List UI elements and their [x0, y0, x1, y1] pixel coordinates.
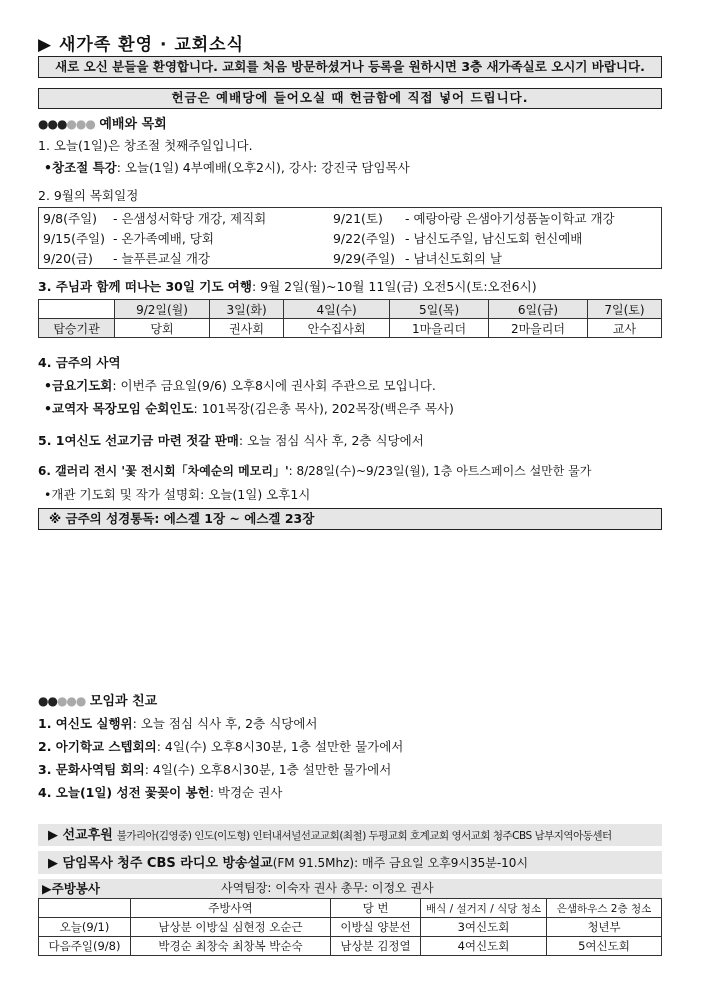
mission-support-bar: [38, 824, 662, 846]
fellowship-item-rest: : 4일(수) 오후8시30분, 1층 설만한 물가에서: [144, 762, 392, 777]
fellowship-item-rest: : 박경순 권사: [209, 785, 283, 800]
fellowship-item: [38, 760, 391, 778]
kitchen-cell: 남상분 이방실 심현정 오순근: [131, 918, 331, 937]
schedule-left-date: 9/20(금): [43, 251, 93, 266]
item4-main: 4. 금주의 사역: [38, 355, 121, 370]
schedule-row: [39, 248, 662, 269]
schedule-left-date: 9/15(주일): [43, 231, 105, 246]
schedule-row: [39, 208, 662, 229]
prayer-day: 5일(목): [390, 300, 489, 319]
bible-reading-box: ※ 금주의 성경통독: 에스겔 1장 ~ 에스겔 23장: [38, 508, 662, 530]
kitchen-cell: 박경순 최창숙 최창복 박순숙: [131, 937, 331, 956]
prayer-org: 1마을리더: [390, 319, 489, 338]
item1-sub-text: : 오늘(1일) 4부예배(오후2시), 강사: 강진국 담임목사: [116, 160, 410, 175]
fellowship-item-rest: : 오늘 점심 식사 후, 2층 식당에서: [132, 716, 318, 731]
schedule-right-date: 9/22(주일): [332, 231, 395, 246]
prayer-org-row: [39, 319, 662, 338]
page-title: ▶ 새가족 환영 · 교회소식: [38, 35, 245, 55]
prayer-day: 6일(금): [489, 300, 588, 319]
item5-rest: : 오늘 점심 식사 후, 2층 식당에서: [238, 433, 424, 448]
prayer-table: [38, 299, 662, 338]
radio-label: ▶ 담임목사 청주 CBS 라디오 방송설교: [48, 856, 273, 871]
item3-bold: 3. 주님과 함께 떠나는 30일 기도 여행: [38, 279, 252, 294]
schedule-left-date: 9/8(주일): [43, 211, 98, 226]
item2-main: 2. 9월의 목회일정: [38, 188, 139, 203]
fellowship-item: [38, 783, 282, 801]
fellowship-item-rest: : 4일(수) 오후8시30분, 1층 설만한 물가에서: [156, 739, 404, 754]
kitchen-cell: 4여신도회: [421, 937, 547, 956]
kitchen-cell: 청년부: [547, 918, 662, 937]
welcome-box: 새로 오신 분들을 환영합니다. 교회를 처음 방문하셨거나 등록을 원하시면 3층 새가족실로 오시기 바랍니다.: [38, 56, 662, 78]
schedule-right-text: - 예랑아랑 은샘아기성품놀이학교 개강: [404, 211, 615, 226]
item5-bold: 5. 1여신도 선교기금 마련 젓갈 판매: [38, 433, 239, 448]
prayer-header-row: [39, 300, 662, 319]
prayer-org: 교사: [587, 319, 661, 338]
item6-sub: •개관 기도회 및 작가 설명회: 오늘(1일) 오후1시: [44, 487, 311, 502]
item4-sub1-label: •금요기도회: [44, 378, 113, 393]
kitchen-header-cell: [39, 899, 131, 918]
fellowship-item-bold: 4. 오늘(1일) 성전 꽃꽂이 봉헌: [38, 785, 210, 800]
kitchen-cell: 다음주일(9/8): [39, 937, 131, 956]
prayer-org: 권사회: [210, 319, 284, 338]
item4-sub2: [44, 399, 454, 417]
fellowship-heading-text: 모임과 친교: [89, 694, 158, 709]
item1-main: 1. 오늘(1일)은 창조절 첫째주일입니다.: [38, 138, 253, 153]
schedule-table: [38, 207, 662, 269]
kitchen-cell: 3여신도회: [421, 918, 547, 937]
item4-sub2-label: •교역자 목장모임 순회인도: [44, 401, 194, 416]
schedule-left-text: - 늘푸른교실 개강: [112, 251, 210, 266]
prayer-row-label: 탑승기관: [39, 319, 115, 338]
item5: [38, 431, 424, 449]
radio-text: : 매주 금요일 오후9시35분-10시: [354, 856, 529, 870]
schedule-right-date: 9/21(토): [332, 211, 383, 226]
item3: [38, 277, 537, 295]
item4-sub1: [44, 376, 436, 394]
kitchen-header-row: [39, 899, 662, 918]
kitchen-cell: 오늘(9/1): [39, 918, 131, 937]
kitchen-header-cell: 주방사역: [131, 899, 331, 918]
fellowship-item-bold: 2. 아기학교 스텝회의: [38, 739, 157, 754]
item4-sub1-text: : 이번주 금요일(9/6) 오후8시에 권사회 주관으로 모입니다.: [112, 378, 436, 393]
worship-heading-text: 예배와 목회: [99, 117, 167, 132]
kitchen-row: [39, 937, 662, 956]
prayer-org: 2마을리더: [489, 319, 588, 338]
mission-text: 불가리아(김영중) 인도(이도형) 인터내셔널선교교회(최철) 두평교회 호계교회 영서교회 청주CBS 남부지역아동센터: [116, 830, 612, 842]
kitchen-row: [39, 918, 662, 937]
prayer-day: 4일(수): [284, 300, 390, 319]
kitchen-leaders: 사역팀장: 이숙자 권사 총무: 이정오 권사: [221, 881, 434, 895]
kitchen-cell: 5여신도회: [547, 937, 662, 956]
item6: [38, 462, 591, 479]
dots-icon: ●●●●●: [38, 694, 86, 708]
fellowship-heading: [38, 690, 157, 709]
prayer-org: 안수집사회: [284, 319, 390, 338]
kitchen-cell: 이방실 양분선: [331, 918, 421, 937]
worship-heading: [38, 113, 167, 132]
schedule-left-text: - 온가족예배, 당회: [112, 231, 214, 246]
schedule-row: [39, 228, 662, 248]
prayer-day: 7일(토): [587, 300, 661, 319]
fellowship-item: [38, 714, 318, 732]
kitchen-cell: 남상분 김정열: [331, 937, 421, 956]
schedule-right-date: 9/29(주일): [332, 251, 395, 266]
schedule-left-text: - 은샘성서학당 개강, 제직회: [112, 211, 267, 226]
fellowship-item-bold: 3. 문화사역팀 회의: [38, 762, 145, 777]
prayer-day: 3일(화): [210, 300, 284, 319]
mission-label: ▶ 선교후원: [48, 828, 113, 843]
kitchen-table: [38, 898, 662, 956]
item6-rest: : 8/28일(수)~9/23일(월), 1층 아트스페이스 설만한 물가: [288, 464, 592, 478]
prayer-corner-cell: [39, 300, 115, 319]
schedule-right-text: - 남녀신도회의 날: [404, 251, 502, 266]
kitchen-header-cell: 당 번: [331, 899, 421, 918]
item1-sub: [44, 158, 410, 176]
kitchen-bar: [38, 879, 662, 898]
kitchen-header-cell: 배식 / 설거지 / 식당 청소: [421, 899, 547, 918]
prayer-org: 당회: [115, 319, 210, 338]
prayer-day: 9/2일(월): [115, 300, 210, 319]
offering-box: 헌금은 예배당에 들어오실 때 헌금함에 직접 넣어 드립니다.: [38, 88, 662, 109]
kitchen-label: ▶주방봉사: [42, 881, 100, 896]
fellowship-item: [38, 737, 403, 755]
item4-sub2-text: : 101목장(김은총 목사), 202목장(백은주 목사): [193, 401, 454, 416]
item3-rest: : 9월 2일(월)~10월 11일(금) 오전5시(토:오전6시): [251, 279, 537, 294]
dots-icon: ●●●●●●: [38, 117, 95, 131]
radio-freq: (FM 91.5Mhz): [272, 856, 355, 870]
kitchen-header-cell: 은샘하우스 2층 청소: [547, 899, 662, 918]
item6-bold: 6. 갤러리 전시 '꽃 전시회「차예순의 메모리」': [38, 464, 289, 478]
item1-sub-label: •창조절 특강: [44, 160, 117, 175]
radio-sermon-bar: [38, 851, 662, 874]
schedule-right-text: - 남신도주일, 남신도회 헌신예배: [404, 231, 583, 246]
fellowship-item-bold: 1. 여신도 실행위: [38, 716, 133, 731]
